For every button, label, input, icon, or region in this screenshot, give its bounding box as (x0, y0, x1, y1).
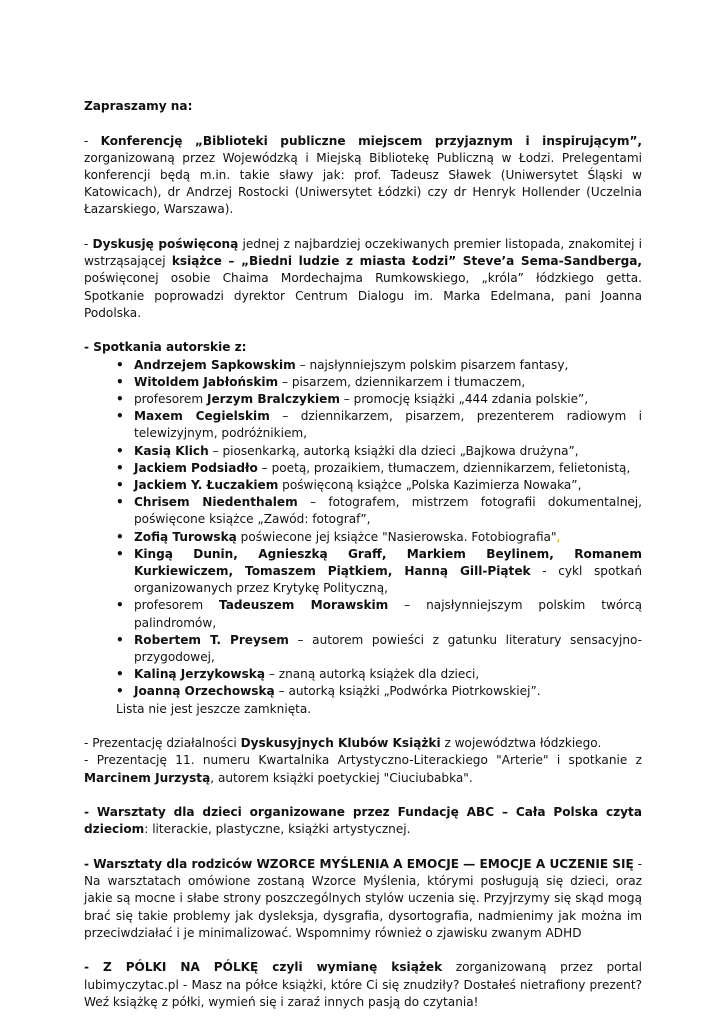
intro-line: Zapraszamy na: (84, 99, 193, 113)
list-item: • Jackiem Y. Łuczakiem poświęconą książce „Polska Kazimierza Nowaka”, (84, 477, 642, 494)
wymiana-paragraph: - Z PÓLKI NA PÓLKĘ czyli wymianę książek zorganizowaną przez portal lubimyczytac.pl - Masz na półce książki, które Ci się znudziły? Dostałeś nietrafiony prezent? Weź książkę z półki, wymień się i zaraź innych pasją do czytania! (84, 960, 643, 1009)
list-item: • Witoldem Jabłońskim – pisarzem, dziennikarzem i tłumaczem, (84, 374, 642, 391)
document-body (84, 98, 642, 1011)
list-item: • Maxem Cegielskim – dziennikarzem, pisarzem, prezenterem radiowym i telewizyjnym, podróżnikiem, (84, 408, 642, 442)
spotkania-heading: - Spotkania autorskie z: (84, 340, 247, 355)
dyskusja-paragraph: - Dyskusję poświęconą jednej z najbardziej oczekiwanych premier listopada, znakomitej i wstrząsającej książce – „Biedni ludzie z miasta Łodzi” Steve’a Sema-Sandberga, poświęconej osobie Chaima Mordechajma Rumkowskiego, „króla” łódzkiego getta. Spotkanie poprowadzi dyrektor Centrum Dialogu im. Marka Edelmana, pani Joanna Podolska. (84, 237, 642, 320)
warsztaty-rodzice-paragraph: - Warsztaty dla rodziców WZORCE MYŚLENIA A EMOCJE — EMOCJE A UCZENIE SIĘ - Na warsztatach omówione zostaną Wzorce Myślenia, którymi posługują się dzieci, oraz jakie są mocne i słabe strony poszczególnych stylów uczenia się. Przyjrzymy się skąd mogą brać się takie problemy jak dysleksja, dysgrafia, dysortografia, nadmienimy jak można im przeciwdziałać i je minimalizować. Wspomnimy również o zjawisku zwanym ADHD (84, 857, 642, 940)
list-note: Lista nie jest jeszcze zamknięta. (116, 701, 312, 716)
list-item: • Joanną Orzechowską – autorką książki „Podwórka Piotrkowskiej”. (84, 683, 642, 700)
warsztaty-dzieci-paragraph: - Warsztaty dla dzieci organizowane przez Fundację ABC – Cała Polska czyta dzieciom: literackie, plastyczne, książki artystycznej. (84, 805, 642, 837)
list-item: • Kaliną Jerzykowską – znaną autorką książek dla dzieci, (84, 666, 642, 683)
list-item: • profesorem Tadeuszem Morawskim – najsłynniejszym polskim twórcą palindromów, (84, 597, 642, 631)
author-list (84, 357, 642, 701)
prezentacja-arterie: - Prezentację 11. numeru Kwartalnika Artystyczno-Literackiego "Arterie" i spotkanie z Marcinem Jurzystą, autorem książki poetyckiej "Ciuciubabka". (84, 753, 642, 785)
list-item: • Kingą Dunin, Agnieszką Graff, Markiem Beylinem, Romanem Kurkiewiczem, Tomaszem Piątkiem, Hanną Gill-Piątek - cykl spotkań organizowanych przez Krytykę Polityczną, (84, 546, 642, 598)
list-item: • Robertem T. Preysem – autorem powieści z gatunku literatury sensacyjno- przygodowej, (84, 632, 642, 666)
list-item: • Zofią Turowską poświecone jej książce "Nasierowska. Fotobiografia", (84, 529, 642, 546)
konferencja-title: Konferencję „Biblioteki publiczne miejscem przyjaznym i inspirującym”, (100, 133, 643, 148)
list-item: • profesorem Jerzym Bralczykiem – promocję książki „444 zdania polskie”, (84, 391, 642, 408)
konferencja-paragraph: - Konferencję „Biblioteki publiczne miejscem przyjaznym i inspirującym”, zorganizowaną przez Wojewódzką i Miejską Bibliotekę Publiczną w Łodzi. Prelegentami konferencji będą m.in. takie sławy jak: prof. Tadeusz Sławek (Uniwersytet Śląski w Katowicach), dr Andrzej Rostocki (Uniwersytet Łódzki) czy dr Henryk Hollender (Uczelnia Łazarskiego, Warszawa). (84, 133, 643, 217)
book-title: książce – „Biedni ludzie z miasta Łodzi” Steve’a Sema-Sandberga, (171, 254, 642, 269)
list-item: • Jackiem Podsiadło – poetą, prozaikiem, tłumaczem, dziennikarzem, felietonistą, (84, 460, 642, 477)
list-item: • Kasią Klich – piosenkarką, autorką książki dla dzieci „Bajkowa drużyna”, (84, 443, 642, 460)
list-item: • Chrisem Niedenthalem – fotografem, mistrzem fotografii dokumentalnej, poświęcone książce „Zawód: fotograf”, (84, 494, 642, 528)
prezentacja-dkk: - Prezentację działalności Dyskusyjnych Klubów Książki z województwa łódzkiego. (84, 736, 602, 751)
list-item: • Andrzejem Sapkowskim – najsłynniejszym polskim pisarzem fantasy, (84, 357, 642, 374)
